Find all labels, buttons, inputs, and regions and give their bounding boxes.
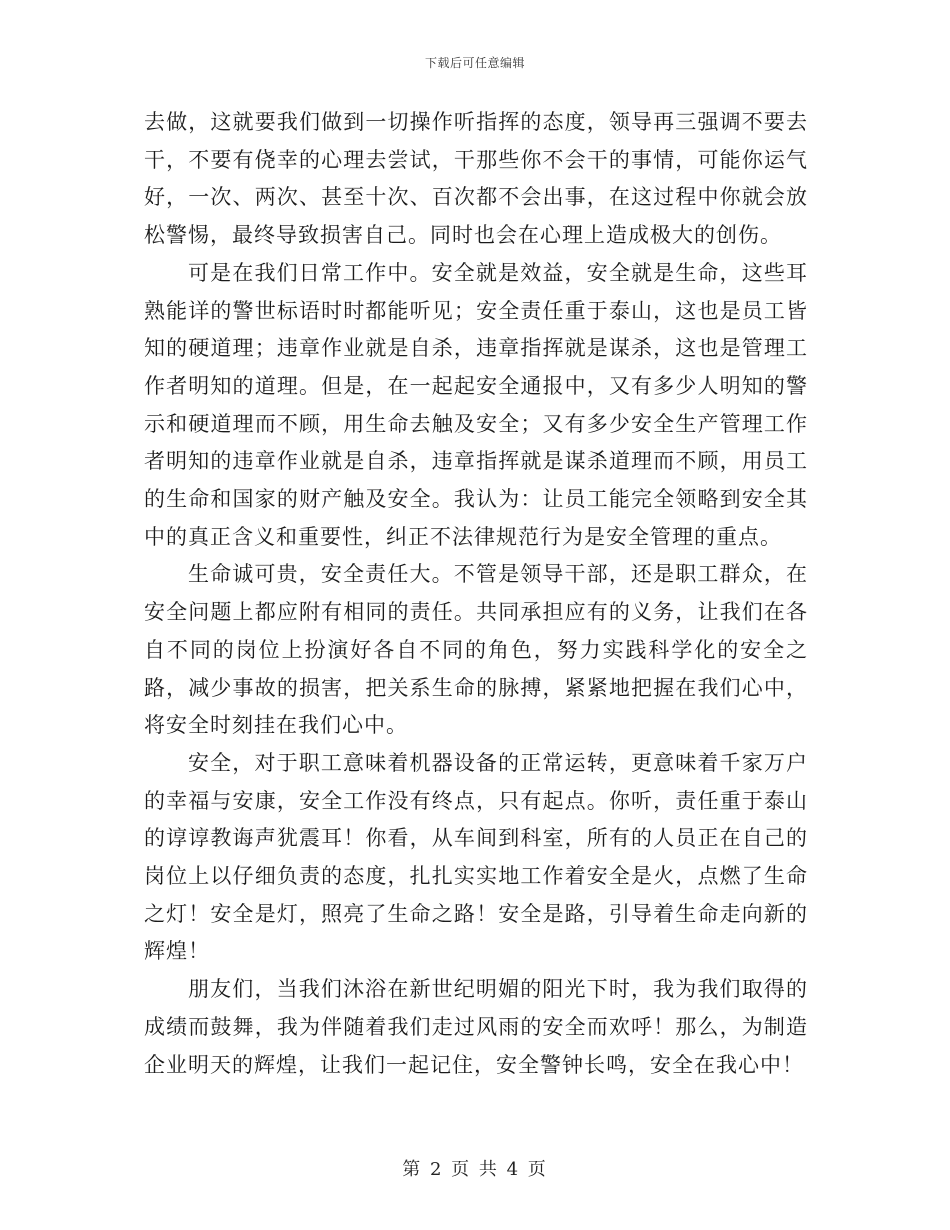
page-footer: 第 2 页 共 4 页 bbox=[402, 1159, 548, 1180]
paragraph: 可是在我们日常工作中。安全就是效益，安全就是生命，这些耳熟能详的警世标语时时都能听见；安全责任重于泰山，这也是员工皆知的硬道理；违章作业就是自杀，违章指挥就是谋杀，这也是管理工作者明知的道理。但是，在一起起安全通报中，又有多少人明知的警示和硬道理而不顾，用生命去触及安全；又有多少安全生产管理工作者明知的违章作业就是自杀，违章指挥就是谋杀道理而不顾，用员工的生命和国家的财产触及安全。我认为：让员工能完全领略到安全其中的真正含义和重要性，纠正不法律规范行为是安全管理的重点。 bbox=[144, 260, 808, 549]
document-body bbox=[144, 104, 808, 1084]
paragraph: 去做，这就要我们做到一切操作听指挥的态度，领导再三强调不要去干，不要有侥幸的心理去尝试，干那些你不会干的事情，可能你运气好，一次、两次、甚至十次、百次都不会出事，在这过程中你就会放松警惕，最终导致损害自己。同时也会在心理上造成极大的创伤。 bbox=[144, 110, 808, 248]
page-header: 下载后可任意编辑 bbox=[424, 56, 525, 70]
paragraph: 安全，对于职工意味着机器设备的正常运转，更意味着千家万户的幸福与安康，安全工作没有终点，只有起点。你听，责任重于泰山的谆谆教诲声犹震耳！你看，从车间到科室，所有的人员正在自己的岗位上以仔细负责的态度，扎扎实实地工作着安全是火，点燃了生命之灯！安全是灯，照亮了生命之路！安全是路，引导着生命走向新的辉煌！ bbox=[144, 750, 808, 964]
paragraph: 朋友们，当我们沐浴在新世纪明媚的阳光下时，我为我们取得的成绩而鼓舞，我为伴随着我们走过风雨的安全而欢呼！那么，为制造企业明天的辉煌，让我们一起记住，安全警钟长鸣，安全在我心中！ bbox=[144, 977, 808, 1077]
paragraph: 生命诚可贵，安全责任大。不管是领导干部，还是职工群众，在安全问题上都应附有相同的责任。共同承担应有的义务，让我们在各自不同的岗位上扮演好各自不同的角色，努力实践科学化的安全之路，减少事故的损害，把关系生命的脉搏，紧紧地把握在我们心中，将安全时刻挂在我们心中。 bbox=[144, 562, 808, 738]
